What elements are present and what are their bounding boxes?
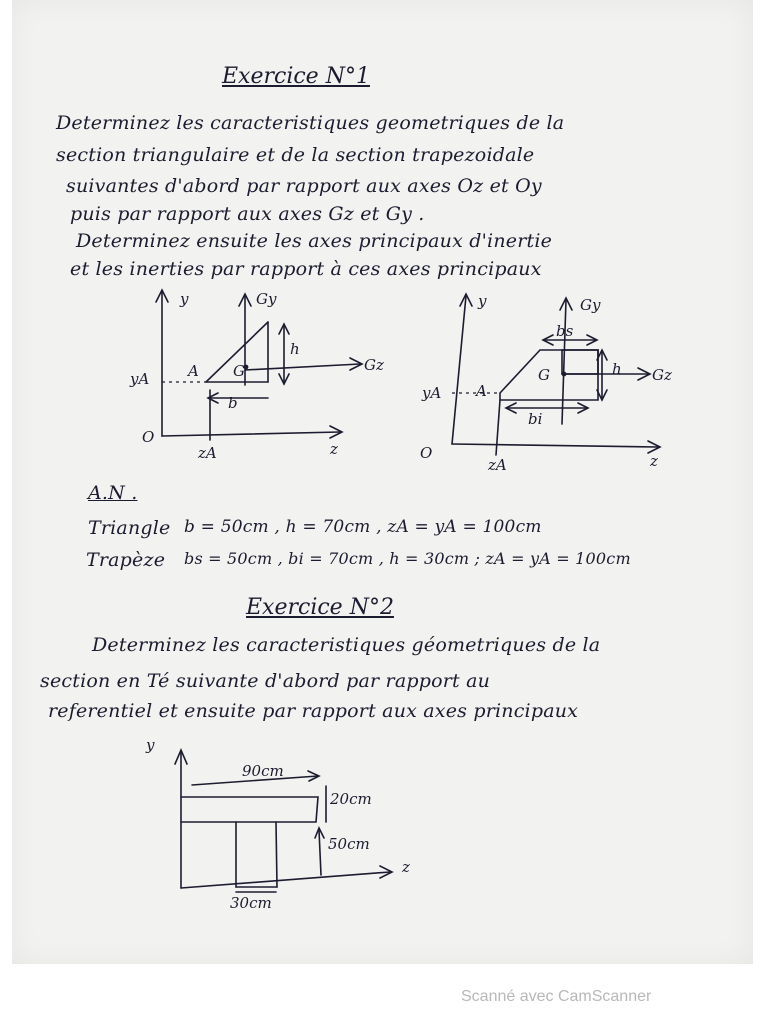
fig1-gy-axis-label: Gy bbox=[256, 290, 277, 308]
fig3-web-width-dimension: 30cm bbox=[230, 894, 272, 912]
fig3-y-axis-label: y bbox=[146, 736, 155, 754]
an-trapeze-values: bs = 50cm , bi = 70cm , h = 30cm ; zA = yA = 100cm bbox=[184, 549, 631, 568]
fig3-width-dimension: 90cm bbox=[242, 762, 284, 780]
fig2-bi-label: bi bbox=[528, 410, 543, 428]
fig1-origin-label: O bbox=[142, 428, 155, 446]
figure-triangle bbox=[156, 290, 362, 440]
an-trapeze-label: Trapèze bbox=[86, 549, 166, 571]
ex2-line-2: section en Té suivante d'abord par rapport au bbox=[40, 670, 491, 692]
fig3-flange-dimension: 20cm bbox=[330, 790, 372, 808]
fig2-a-label: A bbox=[476, 382, 487, 400]
ex1-line-4: puis par rapport aux axes Gz et Gy . bbox=[70, 203, 425, 225]
exercise-2-title: Exercice N°2 bbox=[246, 595, 394, 620]
fig1-a-label: A bbox=[188, 362, 199, 380]
fig1-z-axis-label: z bbox=[330, 440, 338, 458]
fig1-za-label: zA bbox=[198, 444, 217, 462]
fig1-gz-axis-label: Gz bbox=[364, 356, 384, 374]
ex1-line-1: Determinez les caracteristiques geometriques de la bbox=[56, 112, 565, 134]
fig2-y-axis-label: y bbox=[478, 292, 487, 310]
fig1-h-label: h bbox=[290, 340, 300, 358]
ex1-line-2: section triangulaire et de la section trapezoidale bbox=[56, 144, 535, 166]
ex2-line-1: Determinez les caracteristiques géometriques de la bbox=[92, 634, 601, 656]
fig2-z-axis-label: z bbox=[650, 452, 658, 470]
ex1-line-3: suivantes d'abord par rapport aux axes Oz et Oy bbox=[66, 175, 542, 197]
fig1-y-axis-label: y bbox=[180, 290, 189, 308]
an-triangle-label: Triangle bbox=[88, 517, 171, 539]
fig2-gy-axis-label: Gy bbox=[580, 296, 601, 314]
fig1-b-label: b bbox=[228, 394, 238, 412]
an-heading: A.N . bbox=[88, 482, 138, 504]
fig2-za-label: zA bbox=[488, 456, 507, 474]
camscanner-watermark: Scanné avec CamScanner bbox=[461, 988, 652, 1005]
fig2-bs-label: bs bbox=[556, 322, 574, 340]
ex1-line-6: et les inerties par rapport à ces axes principaux bbox=[70, 258, 542, 280]
fig3-z-axis-label: z bbox=[402, 858, 410, 876]
fig1-ya-label: yA bbox=[130, 370, 150, 388]
fig2-gz-axis-label: Gz bbox=[652, 366, 672, 384]
ex1-line-5: Determinez ensuite les axes principaux d'inertie bbox=[76, 230, 553, 252]
fig2-g-label: G bbox=[538, 366, 550, 384]
fig2-ya-label: yA bbox=[422, 384, 442, 402]
fig3-web-height-dimension: 50cm bbox=[328, 835, 370, 853]
ex2-line-3: referentiel et ensuite par rapport aux axes principaux bbox=[48, 700, 579, 722]
fig2-origin-label: O bbox=[420, 444, 433, 462]
an-triangle-values: b = 50cm , h = 70cm , zA = yA = 100cm bbox=[184, 517, 542, 537]
fig1-g-label: G bbox=[233, 362, 245, 380]
fig2-h-label: h bbox=[612, 360, 622, 378]
exercise-1-title: Exercice N°1 bbox=[222, 64, 370, 89]
figure-trapezoid bbox=[452, 294, 660, 455]
